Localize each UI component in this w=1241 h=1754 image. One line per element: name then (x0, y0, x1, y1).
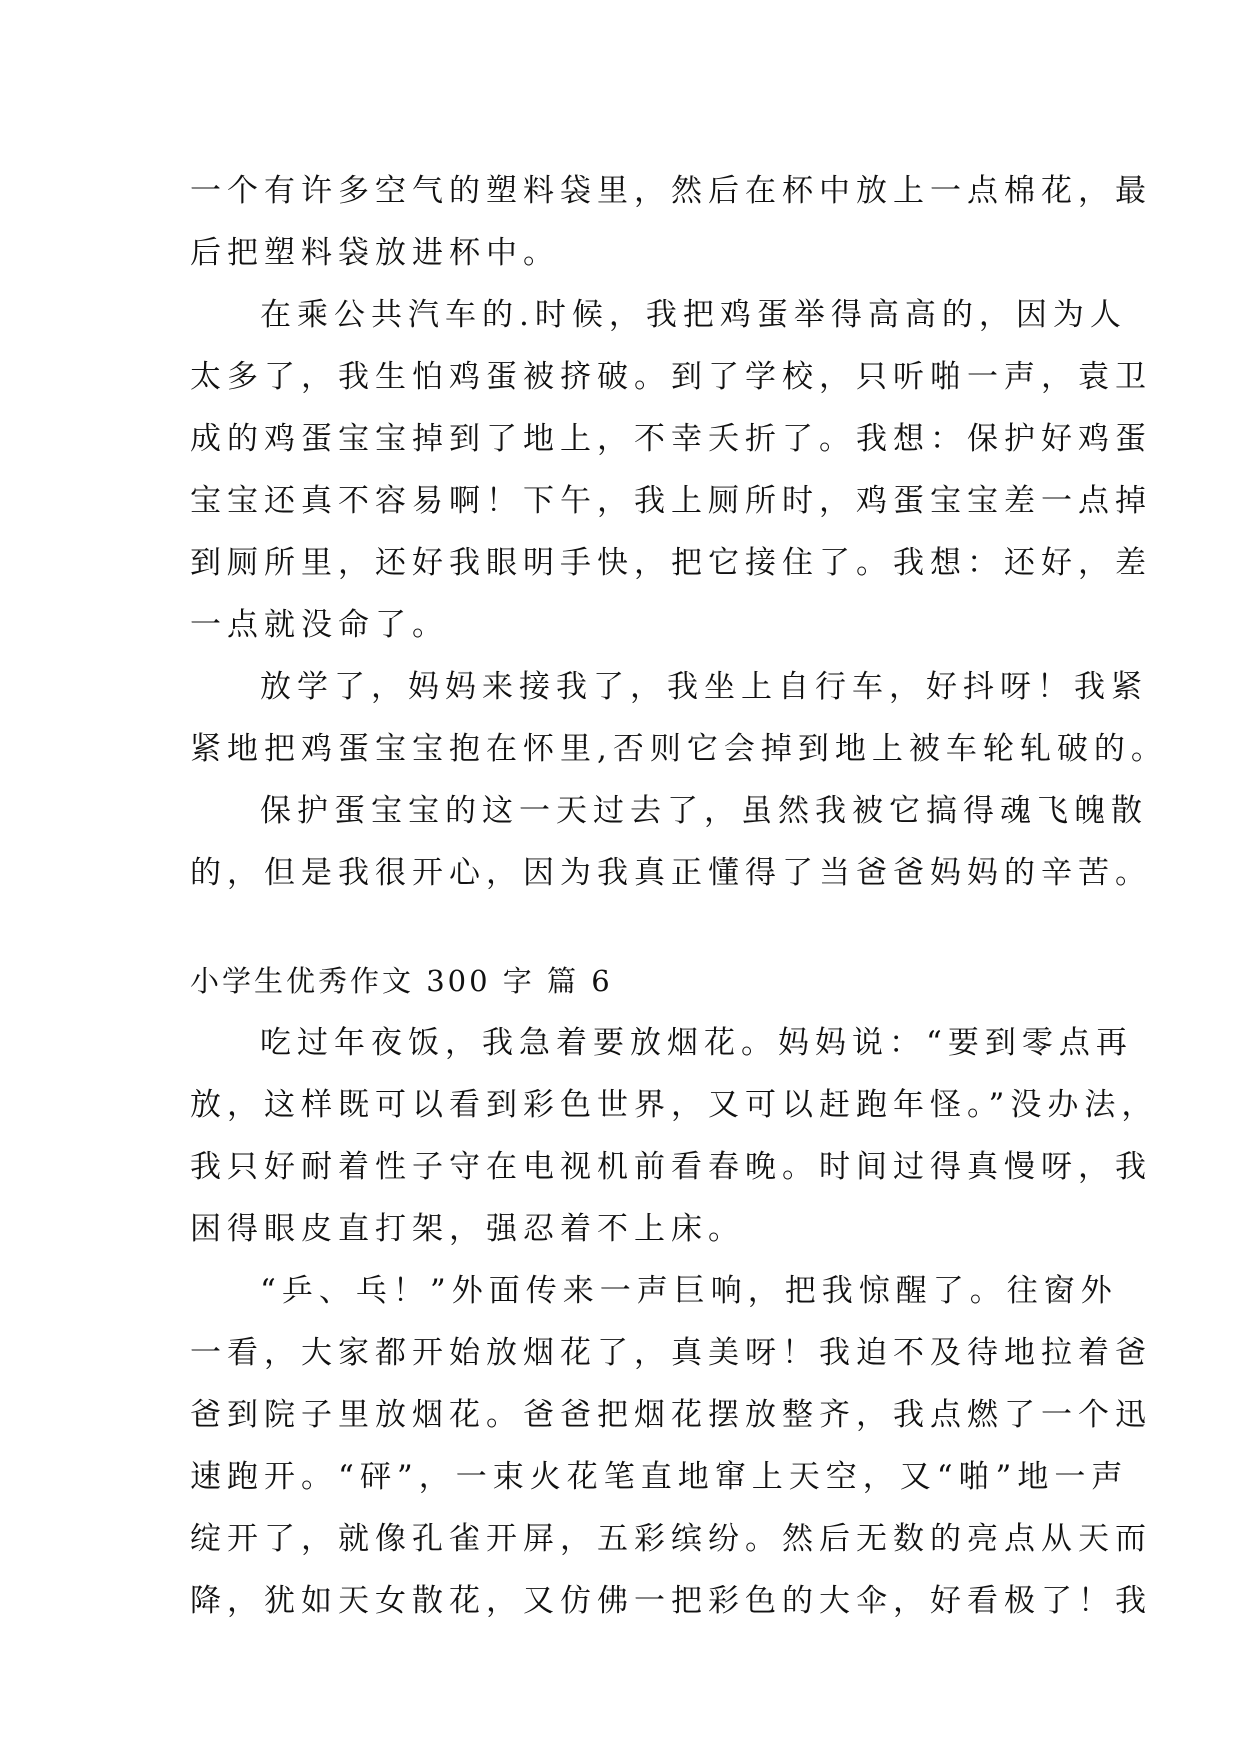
text-line: 紧地把鸡蛋宝宝抱在怀里,否则它会掉到地上被车轮轧破的。 (190, 731, 1168, 767)
text-line: 一个有许多空气的塑料袋里，然后在杯中放上一点棉花，最 (190, 173, 1152, 209)
text-line: 到厕所里，还好我眼明手快，把它接住了。我想：还好，差 (190, 545, 1152, 581)
paragraph-1 (190, 160, 1152, 284)
text-line: 困得眼皮直打架，强忍着不上床。 (190, 1211, 745, 1247)
text-line: 后把塑料袋放进杯中。 (190, 235, 560, 271)
text-line: 保护蛋宝宝的这一天过去了，虽然我被它搞得魂飞魄散 (260, 793, 1148, 829)
text-line: 宝宝还真不容易啊！下午，我上厕所时，鸡蛋宝宝差一点掉 (190, 483, 1152, 519)
section-heading: 小学生优秀作文 300 字 篇 6 (190, 964, 613, 998)
text-line: 太多了，我生怕鸡蛋被挤破。到了学校，只听啪一声，袁卫 (190, 359, 1152, 395)
text-line: 放学了，妈妈来接我了，我坐上自行车，好抖呀！我紧 (260, 669, 1148, 705)
essay-body (190, 160, 1168, 1632)
text-line: 我只好耐着性子守在电视机前看春晚。时间过得真慢呀，我 (190, 1149, 1152, 1185)
text-line: 的，但是我很开心，因为我真正懂得了当爸爸妈妈的辛苦。 (190, 855, 1152, 891)
text-line: 放，这样既可以看到彩色世界，又可以赶跑年怪。”没办法， (190, 1087, 1159, 1123)
text-line: 速跑开。“砰”，一束火花笔直地窜上天空，又“啪”地一声 (190, 1459, 1129, 1495)
text-line: 在乘公共汽车的.时候，我把鸡蛋举得高高的，因为人 (260, 297, 1127, 333)
paragraph-3 (190, 656, 1168, 780)
text-line: 降，犹如天女散花，又仿佛一把彩色的大伞，好看极了！我 (190, 1583, 1152, 1619)
text-line: 成的鸡蛋宝宝掉到了地上，不幸夭折了。我想：保护好鸡蛋 (190, 421, 1152, 457)
paragraph-5 (190, 1012, 1159, 1260)
paragraph-4 (190, 780, 1152, 904)
paragraph-6 (190, 1260, 1152, 1632)
text-line: “乒、乓！”外面传来一声巨响，把我惊醒了。往窗外 (260, 1273, 1118, 1309)
text-line: 爸到院子里放烟花。爸爸把烟花摆放整齐，我点燃了一个迅 (190, 1397, 1152, 1433)
text-line: 绽开了，就像孔雀开屏，五彩缤纷。然后无数的亮点从天而 (190, 1521, 1152, 1557)
text-line: 吃过年夜饭，我急着要放烟花。妈妈说：“要到零点再 (260, 1025, 1133, 1061)
text-line: 一看，大家都开始放烟花了，真美呀！我迫不及待地拉着爸 (190, 1335, 1152, 1371)
text-line: 一点就没命了。 (190, 607, 449, 643)
paragraph-2 (190, 284, 1152, 656)
